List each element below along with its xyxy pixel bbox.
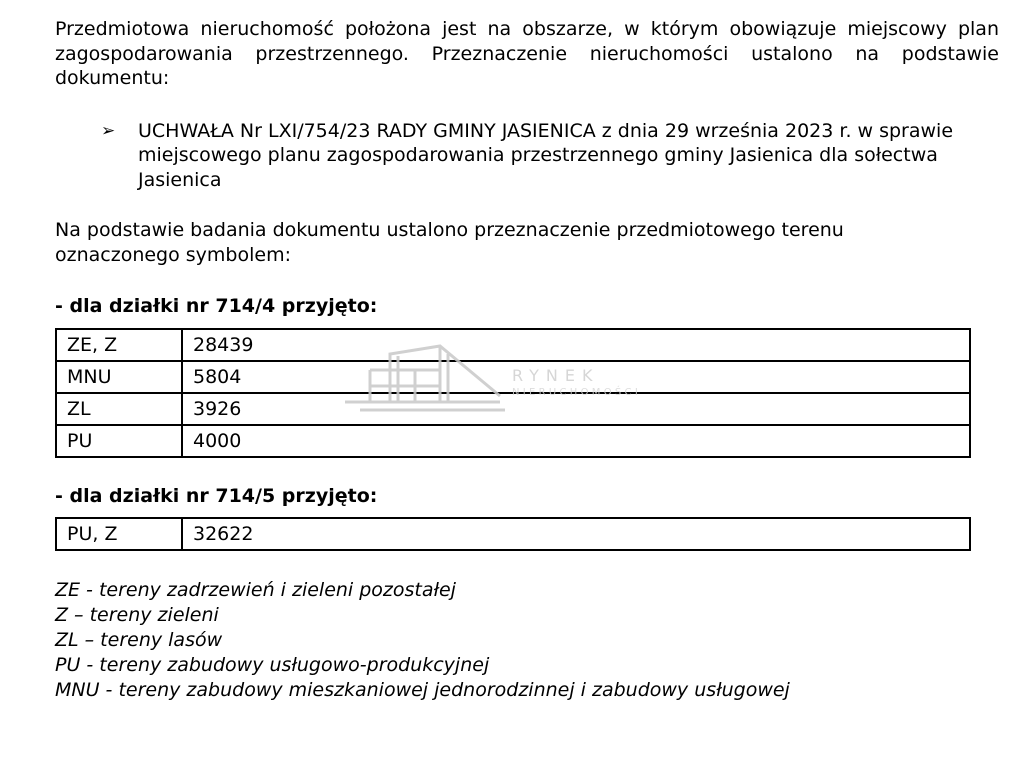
legend-item: Z – tereny zieleni xyxy=(55,604,219,626)
plot-714-4-heading: - dla działki nr 714/4 przyjęto: xyxy=(55,295,378,317)
plot-714-5-table xyxy=(55,517,971,551)
legend-item: MNU - tereny zabudowy mieszkaniowej jednorodzinnej i zabudowy usługowej xyxy=(55,679,790,701)
legend-item: PU - tereny zabudowy usługowo-produkcyjnej xyxy=(55,654,490,676)
zone-area-cell: 28439 xyxy=(182,329,970,361)
watermark-line1: RYNEK xyxy=(512,366,600,385)
watermark-line2: NIERUCHOMOŚCI xyxy=(512,387,642,398)
zone-symbol-cell: MNU xyxy=(56,361,182,393)
intro-paragraph: Przedmiotowa nieruchomość położona jest na obszarze, w którym obowiązuje miejscowy plan zagospodarowania przestrzennego. Przeznaczenie nieruchomości ustalono na podstawie dokumentu: xyxy=(55,18,999,89)
zone-symbol-cell: PU, Z xyxy=(56,518,182,550)
document-page xyxy=(55,17,999,703)
zone-symbol-cell: ZE, Z xyxy=(56,329,182,361)
table-row xyxy=(56,518,970,550)
symbol-legend xyxy=(55,578,999,703)
legend-item: ZL – tereny lasów xyxy=(55,629,223,651)
zone-symbol-cell: PU xyxy=(56,425,182,457)
plot-714-5-heading: - dla działki nr 714/5 przyjęto: xyxy=(55,484,378,507)
legend-item: ZE - tereny zadrzewień i zieleni pozostałej xyxy=(55,579,456,601)
table-row xyxy=(56,361,970,393)
plan-document-text: UCHWAŁA Nr LXI/754/23 RADY GMINY JASIENICA z dnia 29 września 2023 r. w sprawie miejscowego planu zagospodarowania przestrzennego gminy Jasienica dla sołectwa Jasienica xyxy=(138,119,954,191)
zone-area-cell: 32622 xyxy=(182,518,970,550)
zone-area-cell: 4000 xyxy=(182,425,970,457)
table-row xyxy=(56,329,970,361)
zone-area-cell: 5804 xyxy=(182,361,970,393)
table-row xyxy=(56,425,970,457)
arrow-bullet-icon: ➢ xyxy=(101,120,116,141)
plan-document-bullet xyxy=(55,119,983,193)
zone-area-cell: 3926 xyxy=(182,393,970,425)
plot-714-4-table xyxy=(55,328,971,458)
designation-paragraph: Na podstawie badania dokumentu ustalono przeznaczenie przedmiotowego terenu oznaczonego symbolem: xyxy=(55,219,844,266)
zone-symbol-cell: ZL xyxy=(56,393,182,425)
table-row xyxy=(56,393,970,425)
